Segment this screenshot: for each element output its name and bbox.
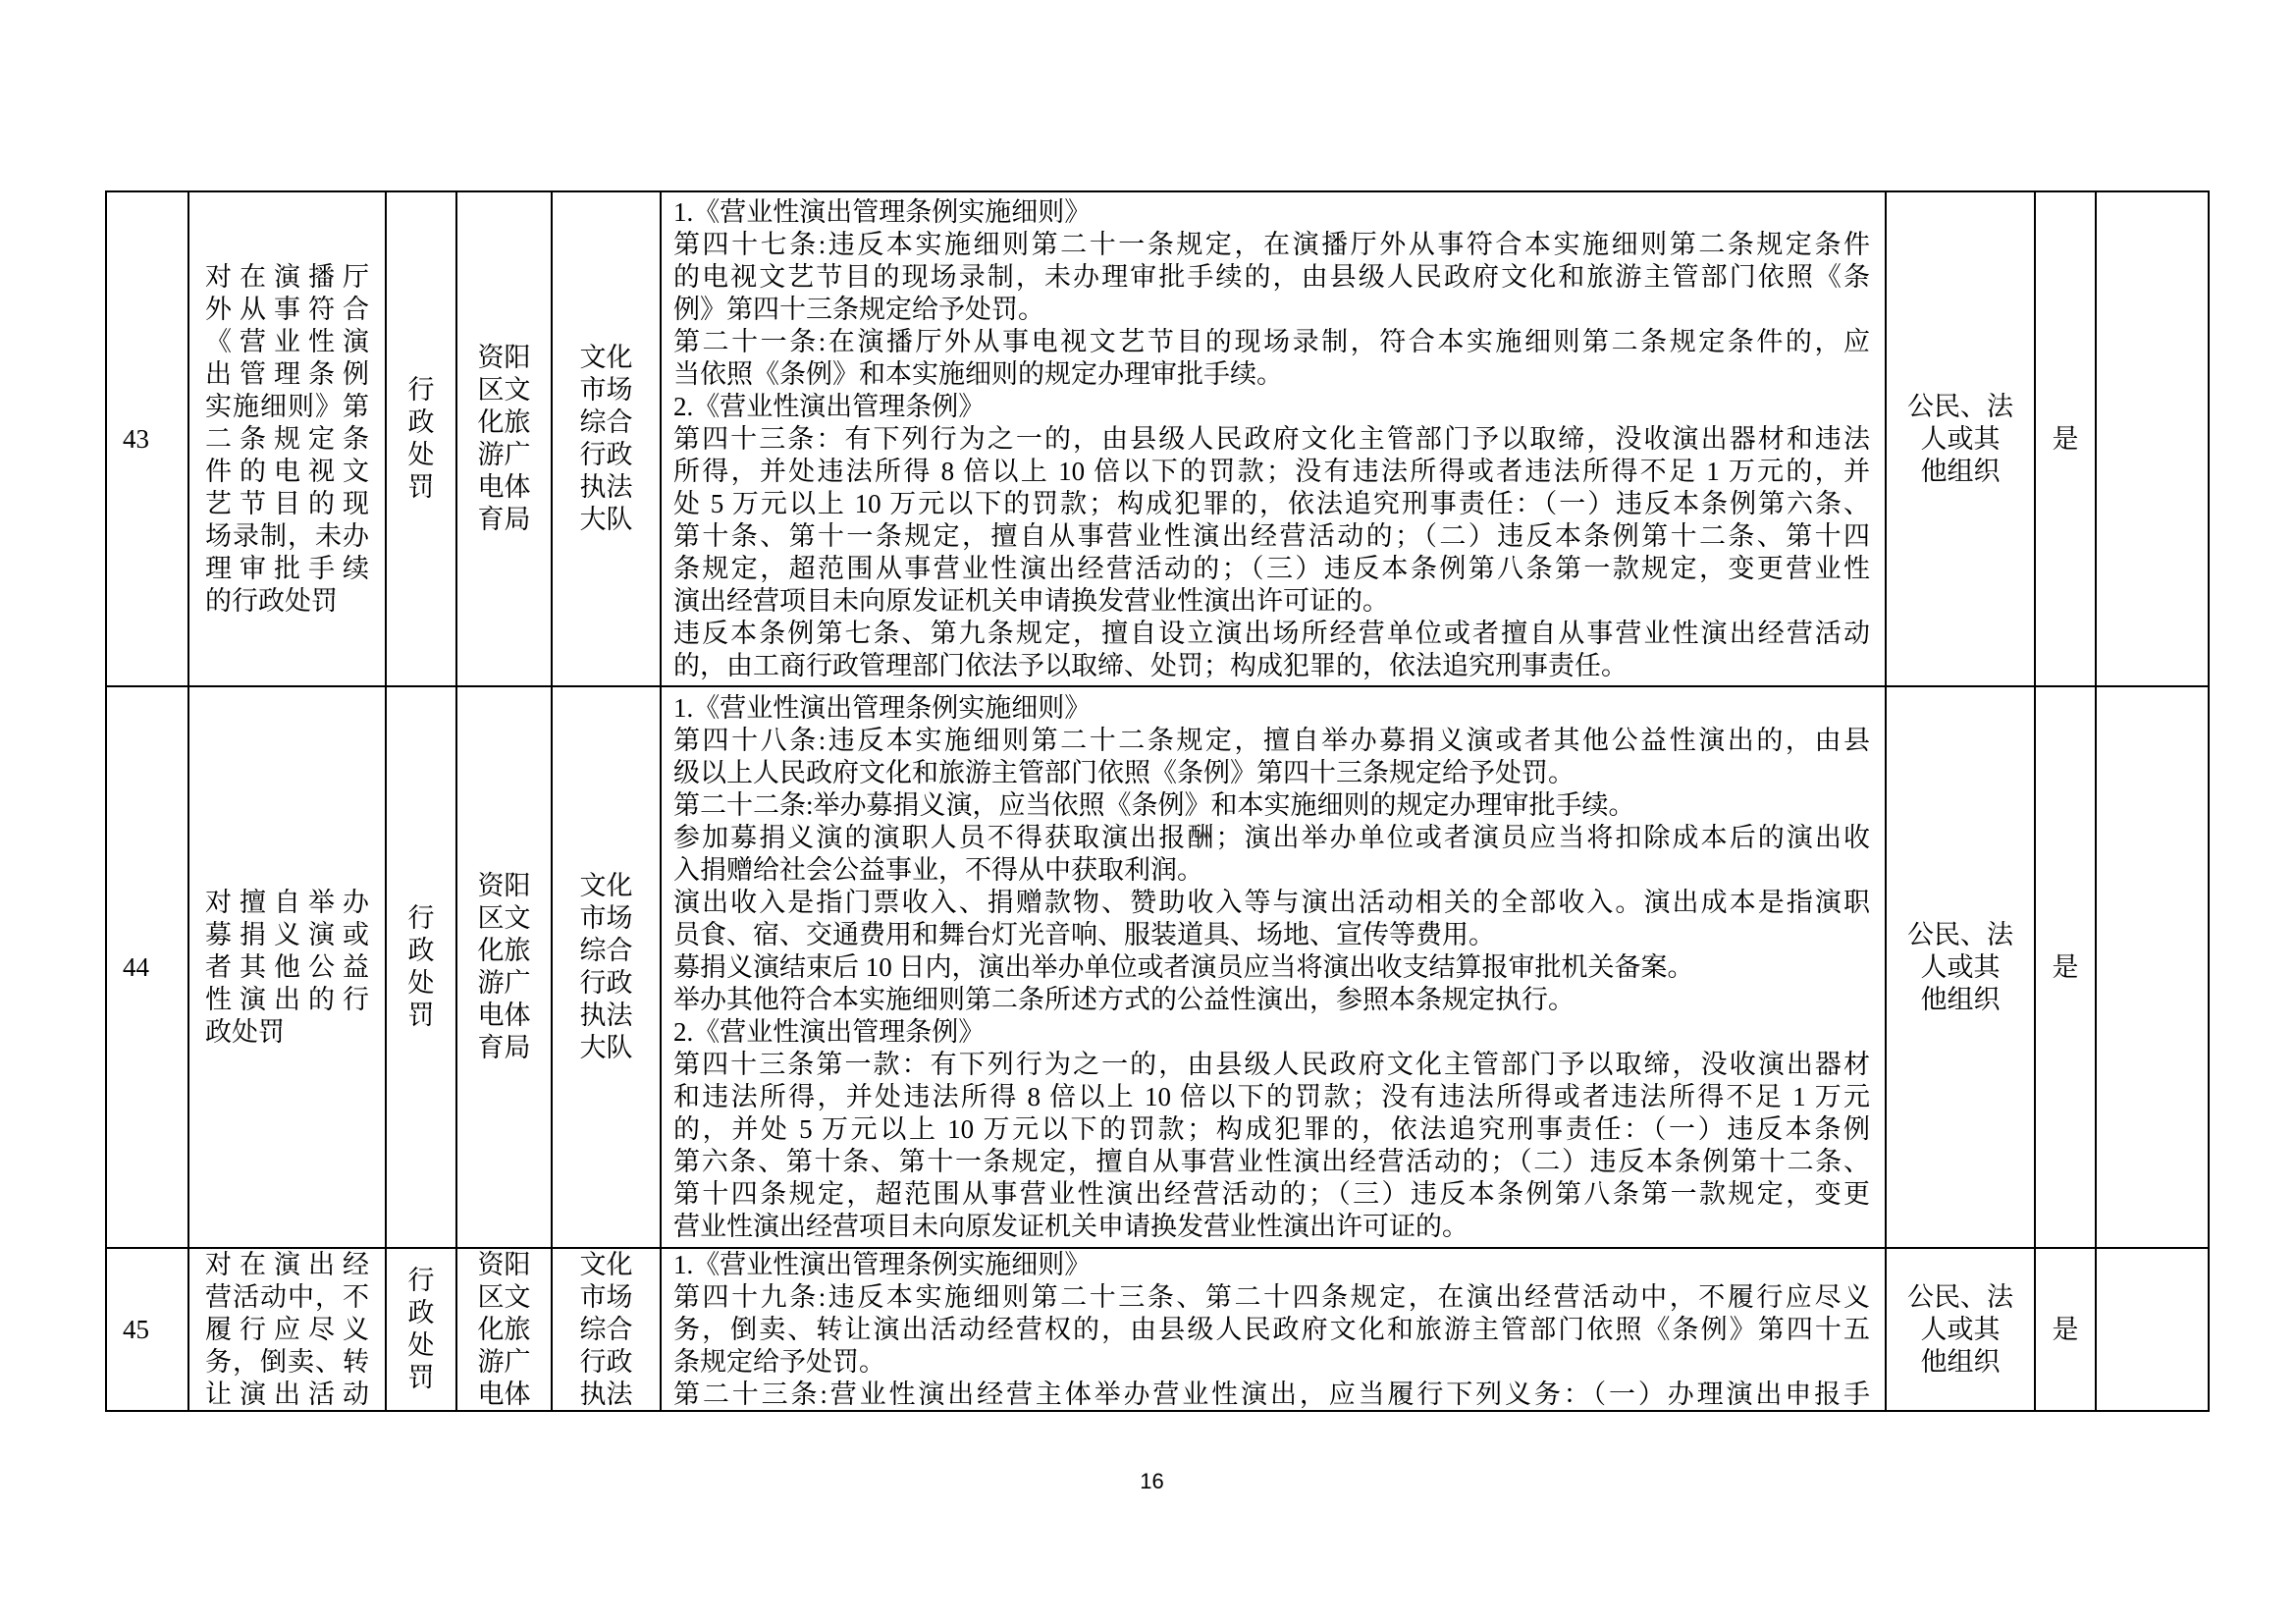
- legal-basis-line: 第十四条规定，超范围从事营业性演出经营活动的；（三）违反本条例第八条第一款规定，变更: [673, 1178, 1870, 1209]
- target-line: 人或其: [1920, 1314, 2001, 1344]
- item-number-cell: [107, 687, 189, 1249]
- target-line: 他组织: [1920, 1346, 2001, 1377]
- item-name-cell: [189, 687, 387, 1249]
- power-type-cell: [387, 192, 457, 687]
- department: 资阳区文化旅游广电体: [477, 1249, 531, 1409]
- item-name-line: 理审批手续: [205, 553, 369, 583]
- item-number: 45: [123, 1314, 149, 1344]
- legal-basis-line: 2.《营业性演出管理条例》: [673, 391, 986, 421]
- flag-cell: [2036, 687, 2097, 1249]
- target-line: 他组织: [1920, 984, 2001, 1014]
- power-type: 行政处罚: [407, 903, 435, 1030]
- executing-unit: 文化市场综合行政执法: [579, 1249, 633, 1409]
- legal-basis-cell: [662, 687, 1887, 1249]
- flag: 是: [2052, 951, 2079, 982]
- executing-unit: 文化市场综合行政执法大队: [579, 871, 633, 1062]
- item-name-line: 性演出的行: [205, 984, 369, 1014]
- item-name-line: 艺节目的现: [205, 488, 369, 518]
- power-type-cell: [387, 1249, 457, 1412]
- target-line: 公民、法: [1907, 391, 2013, 421]
- legal-basis-line: 条规定，超范围从事营业性演出经营活动的；（三）违反本条例第八条第一款规定，变更营业性: [673, 553, 1870, 583]
- legal-basis-line: 第二十二条:举办募捐义演，应当依照《条例》和本实施细则的规定办理审批手续。: [673, 789, 1635, 820]
- item-name-line: 出管理条例: [205, 358, 369, 389]
- legal-basis-line: 演出收入是指门票收入、捐赠款物、赞助收入等与演出活动相关的全部收入。演出成本是指演职: [673, 887, 1870, 917]
- target-line: 公民、法: [1907, 1281, 2013, 1312]
- department: 资阳区文化旅游广电体育局: [477, 871, 531, 1062]
- target-line: 他组织: [1920, 456, 2001, 486]
- item-name-line: 对在演播厅: [205, 261, 369, 292]
- legal-basis-line: 第四十三条第一款：有下列行为之一的，由县级人民政府文化主管部门予以取缔，没收演出器材: [673, 1049, 1870, 1079]
- legal-basis-line: 第六条、第十条、第十一条规定，擅自从事营业性演出经营活动的；（二）违反本条例第十二条、: [673, 1146, 1870, 1176]
- department: 资阳区文化旅游广电体育局: [477, 343, 531, 534]
- legal-basis-line: 所得，并处违法所得 8 倍以上 10 倍以下的罚款；没有违法所得或者违法所得不足 1 万元的，并: [673, 456, 1870, 486]
- flag-cell: [2036, 1249, 2097, 1412]
- department-cell: [457, 1249, 553, 1412]
- target-cell: [1887, 192, 2036, 687]
- remark-cell: [2097, 687, 2210, 1249]
- item-number: 43: [123, 423, 149, 454]
- legal-basis-line: 第四十三条：有下列行为之一的，由县级人民政府文化主管部门予以取缔，没收演出器材和违法: [673, 423, 1870, 454]
- legal-basis-line: 第四十九条:违反本实施细则第二十三条、第二十四条规定，在演出经营活动中，不履行应尽义: [673, 1281, 1870, 1312]
- executing-unit: 文化市场综合行政执法大队: [579, 343, 633, 534]
- department-cell: [457, 687, 553, 1249]
- item-name-line: 履行应尽义: [205, 1314, 369, 1344]
- flag: 是: [2052, 423, 2079, 454]
- item-name-line: 募捐义演或: [205, 919, 369, 949]
- item-name-line: 让演出活动: [205, 1379, 369, 1409]
- item-name-line: 者其他公益: [205, 951, 369, 982]
- flag: 是: [2052, 1314, 2079, 1344]
- legal-basis-line: 员食、宿、交通费用和舞台灯光音响、服装道具、场地、宣传等费用。: [673, 919, 1495, 949]
- legal-basis-line: 例》第四十三条规定给予处罚。: [673, 294, 1044, 324]
- legal-basis-line: 第四十八条:违反本实施细则第二十二条规定，擅自举办募捐义演或者其他公益性演出的，由县: [673, 725, 1870, 755]
- power-type: 行政处罚: [407, 1266, 435, 1392]
- legal-basis-line: 当依照《条例》和本实施细则的规定办理审批手续。: [673, 358, 1283, 389]
- legal-basis-line: 募捐义演结束后 10 日内，演出举办单位或者演员应当将演出收支结算报审批机关备案。: [673, 951, 1694, 982]
- enforcement-table: [105, 190, 2210, 1412]
- item-name-cell: [189, 192, 387, 687]
- flag-cell: [2036, 192, 2097, 687]
- item-name-line: 对擅自举办: [205, 887, 369, 917]
- legal-basis-line: 演出经营项目未向原发证机关申请换发营业性演出许可证的。: [673, 585, 1389, 616]
- executing-unit-cell: [553, 1249, 662, 1412]
- item-name-cell: [189, 1249, 387, 1412]
- legal-basis-line: 第四十七条:违反本实施细则第二十一条规定，在演播厅外从事符合本实施细则第二条规定条件: [673, 229, 1870, 259]
- item-name-line: 二条规定条: [205, 423, 369, 454]
- page-number: 16: [1140, 1469, 1164, 1493]
- target-line: 人或其: [1920, 423, 2001, 454]
- item-name-line: 件的电视文: [205, 456, 369, 486]
- legal-basis-line: 第二十三条:营业性演出经营主体举办营业性演出，应当履行下列义务：（一）办理演出申报手: [673, 1379, 1870, 1409]
- target-cell: [1887, 687, 2036, 1249]
- power-type-cell: [387, 687, 457, 1249]
- item-name-line: 场录制，未办: [205, 520, 369, 551]
- target-line: 公民、法: [1907, 919, 2013, 949]
- legal-basis-line: 营业性演出经营项目未向原发证机关申请换发营业性演出许可证的。: [673, 1211, 1468, 1241]
- remark-cell: [2097, 1249, 2210, 1412]
- executing-unit-cell: [553, 192, 662, 687]
- remark-cell: [2097, 192, 2210, 687]
- legal-basis-cell: [662, 192, 1887, 687]
- legal-basis-line: 举办其他符合本实施细则第二条所述方式的公益性演出，参照本条规定执行。: [673, 984, 1575, 1014]
- item-name-line: 实施细则》第: [205, 391, 369, 421]
- legal-basis-line: 级以上人民政府文化和旅游主管部门依照《条例》第四十三条规定给予处罚。: [673, 757, 1575, 787]
- item-name-line: 的行政处罚: [205, 585, 338, 616]
- legal-basis-line: 1.《营业性演出管理条例实施细则》: [673, 1249, 1092, 1279]
- legal-basis-line: 第二十一条:在演播厅外从事电视文艺节目的现场录制，符合本实施细则第二条规定条件的，应: [673, 326, 1870, 356]
- item-number: 44: [123, 951, 149, 982]
- item-name-line: 外从事符合: [205, 294, 369, 324]
- legal-basis-line: 的，由工商行政管理部门依法予以取缔、处罚；构成犯罪的，依法追究刑事责任。: [673, 650, 1628, 680]
- legal-basis-line: 入捐赠给社会公益事业，不得从中获取利润。: [673, 854, 1203, 885]
- legal-basis-line: 处 5 万元以上 10 万元以下的罚款；构成犯罪的，依法追究刑事责任：（一）违反本条例第六条、: [673, 488, 1870, 518]
- target-line: 人或其: [1920, 951, 2001, 982]
- legal-basis-line: 1.《营业性演出管理条例实施细则》: [673, 692, 1092, 723]
- legal-basis-line: 务，倒卖、转让演出活动经营权的，由县级人民政府文化和旅游主管部门依照《条例》第四十五: [673, 1314, 1870, 1344]
- legal-basis-line: 和违法所得，并处违法所得 8 倍以上 10 倍以下的罚款；没有违法所得或者违法所得不足 1 万元: [673, 1081, 1870, 1111]
- item-number-cell: [107, 192, 189, 687]
- legal-basis-line: 违反本条例第七条、第九条规定，擅自设立演出场所经营单位或者擅自从事营业性演出经营活动: [673, 618, 1870, 648]
- legal-basis-line: 1.《营业性演出管理条例实施细则》: [673, 196, 1092, 227]
- executing-unit-cell: [553, 687, 662, 1249]
- item-name-line: 对在演出经: [205, 1249, 369, 1279]
- target-cell: [1887, 1249, 2036, 1412]
- item-name-line: 政处罚: [205, 1016, 285, 1047]
- legal-basis-line: 2.《营业性演出管理条例》: [673, 1016, 986, 1047]
- legal-basis-line: 第十条、第十一条规定，擅自从事营业性演出经营活动的；（二）违反本条例第十二条、第十四: [673, 520, 1870, 551]
- legal-basis-line: 的电视文艺节目的现场录制，未办理审批手续的，由县级人民政府文化和旅游主管部门依照《条: [673, 261, 1870, 292]
- legal-basis-line: 参加募捐义演的演职人员不得获取演出报酬；演出举办单位或者演员应当将扣除成本后的演出收: [673, 822, 1870, 852]
- item-name-line: 营活动中，不: [205, 1281, 369, 1312]
- legal-basis-cell: [662, 1249, 1887, 1412]
- power-type: 行政处罚: [407, 375, 435, 502]
- legal-basis-line: 条规定给予处罚。: [673, 1346, 885, 1377]
- legal-basis-line: 的，并处 5 万元以上 10 万元以下的罚款；构成犯罪的，依法追究刑事责任：（一）违反本条例: [673, 1113, 1870, 1144]
- item-number-cell: [107, 1249, 189, 1412]
- department-cell: [457, 192, 553, 687]
- item-name-line: 《营业性演: [205, 326, 369, 356]
- item-name-line: 务，倒卖、转: [205, 1346, 369, 1377]
